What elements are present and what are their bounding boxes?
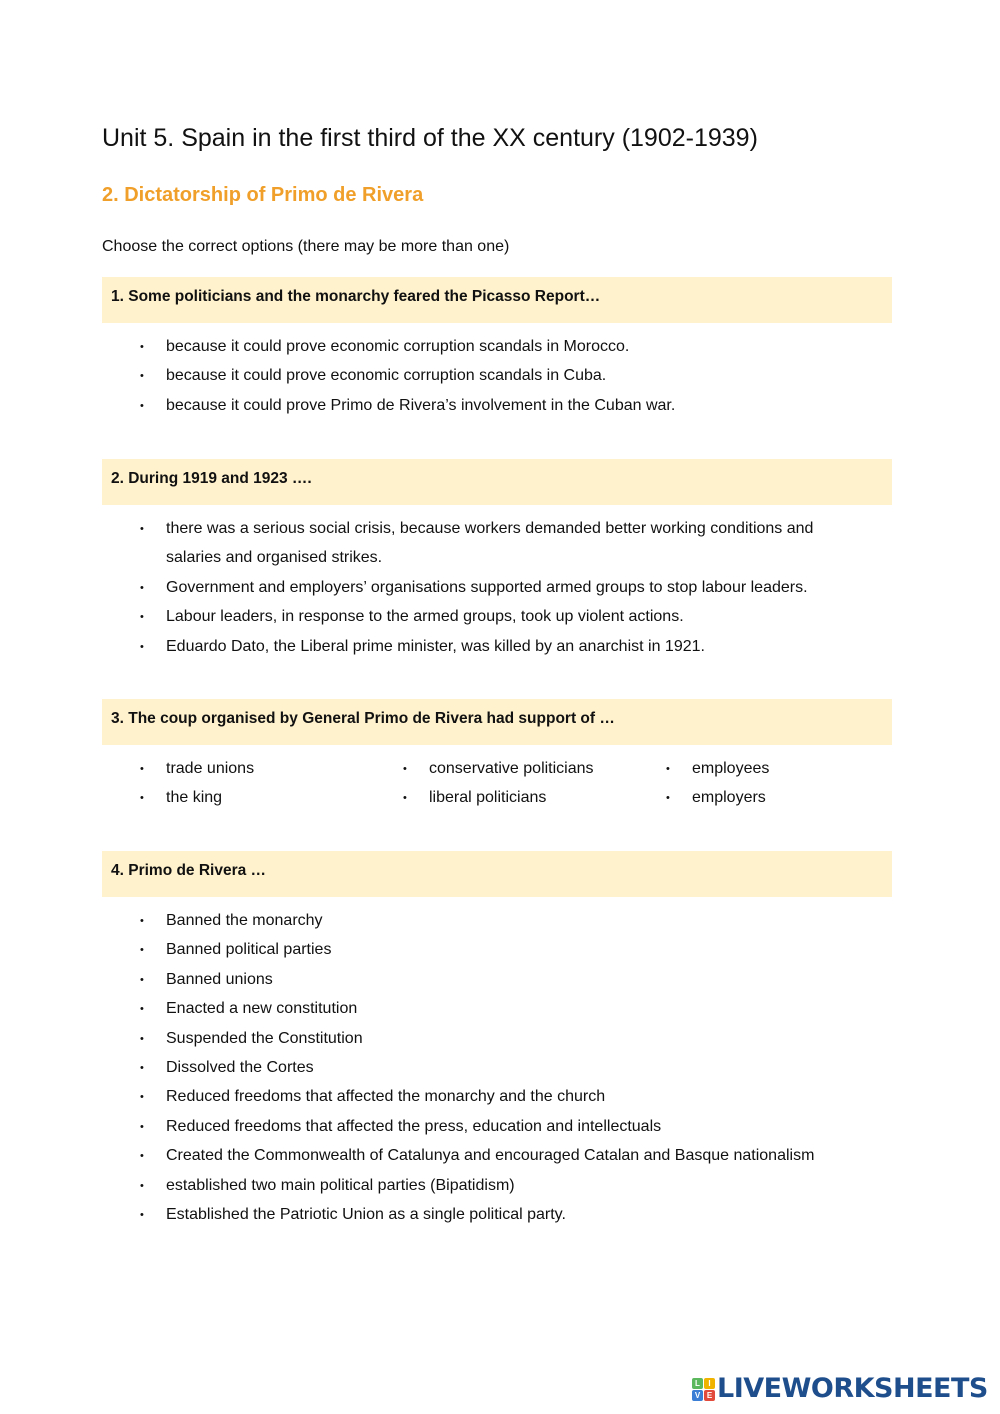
option[interactable] xyxy=(628,754,892,783)
option[interactable] xyxy=(102,906,892,935)
option-label: liberal politicians xyxy=(429,789,547,807)
logo-tile-v: V xyxy=(692,1390,703,1401)
options-column-2 xyxy=(365,754,628,813)
options-column-1 xyxy=(102,754,365,813)
question-4 xyxy=(102,851,892,1229)
question-2-prompt: 2. During 1919 and 1923 …. xyxy=(102,459,892,505)
option[interactable] xyxy=(102,1141,892,1170)
bullet-icon: • xyxy=(140,1003,144,1016)
liveworksheets-logo xyxy=(692,1374,988,1404)
bullet-icon: • xyxy=(140,399,144,412)
option[interactable] xyxy=(628,783,892,812)
logo-tile-l: L xyxy=(692,1378,703,1389)
option[interactable] xyxy=(102,965,892,994)
option[interactable] xyxy=(102,602,872,631)
option[interactable] xyxy=(102,783,365,812)
bullet-icon: • xyxy=(140,1179,144,1192)
option[interactable] xyxy=(102,632,872,661)
option-label: there was a serious social crisis, because workers demanded better working conditions and salaries and organised strikes. xyxy=(166,520,814,567)
option-label: because it could prove Primo de Rivera’s involvement in the Cuban war. xyxy=(166,396,676,414)
option[interactable] xyxy=(102,754,365,783)
option[interactable] xyxy=(102,1053,892,1082)
bullet-icon: • xyxy=(140,915,144,927)
option-label: Enacted a new constitution xyxy=(166,1000,358,1018)
question-2 xyxy=(102,459,892,661)
option-label: trade unions xyxy=(166,760,255,777)
bullet-icon: • xyxy=(140,523,144,535)
bullet-icon: • xyxy=(140,973,144,986)
bullet-icon: • xyxy=(140,341,144,353)
option[interactable] xyxy=(102,1171,892,1200)
option[interactable] xyxy=(102,391,892,420)
question-4-options xyxy=(102,897,892,1229)
question-2-options xyxy=(102,505,892,661)
option-label: established two main political parties (Bipatidism) xyxy=(166,1176,515,1194)
option-label: Reduced freedoms that affected the monarchy and the church xyxy=(166,1088,606,1106)
question-4-prompt: 4. Primo de Rivera … xyxy=(102,851,892,897)
option[interactable] xyxy=(365,783,628,812)
option-label: Reduced freedoms that affected the press, education and intellectuals xyxy=(166,1117,662,1135)
bullet-icon: • xyxy=(140,1062,144,1075)
option[interactable] xyxy=(102,514,872,573)
option-label: Banned unions xyxy=(166,970,273,988)
option-label: Eduardo Dato, the Liberal prime minister, was killed by an anarchist in 1921. xyxy=(166,637,705,655)
option[interactable] xyxy=(102,1200,892,1229)
bullet-icon: • xyxy=(140,640,144,653)
options-column-3 xyxy=(628,754,892,813)
section-title: 2. Dictatorship of Primo de Rivera xyxy=(102,184,424,206)
bullet-icon: • xyxy=(140,763,144,775)
bullet-icon: • xyxy=(140,1091,144,1104)
bullet-icon: • xyxy=(403,763,407,775)
bullet-icon: • xyxy=(140,1120,144,1133)
option[interactable] xyxy=(102,1112,892,1141)
question-1 xyxy=(102,277,892,420)
option-label: Labour leaders, in response to the armed groups, took up violent actions. xyxy=(166,608,684,626)
option[interactable] xyxy=(365,754,628,783)
option-label: employers xyxy=(692,789,766,807)
option-label: the king xyxy=(166,789,223,807)
bullet-icon: • xyxy=(666,763,670,775)
option-label: conservative politicians xyxy=(429,760,594,777)
option[interactable] xyxy=(102,994,892,1023)
option-label: Established the Patriotic Union as a single political party. xyxy=(166,1206,566,1224)
option-label: Banned the monarchy xyxy=(166,912,323,929)
logo-text: LIVEWORKSHEETS xyxy=(717,1373,988,1404)
logo-tile-e: E xyxy=(704,1390,715,1401)
bullet-icon: • xyxy=(140,611,144,624)
question-1-options xyxy=(102,323,892,420)
option[interactable] xyxy=(102,332,892,361)
instructions: Choose the correct options (there may be more than one) xyxy=(102,238,510,255)
option-label: employees xyxy=(692,760,770,777)
option[interactable] xyxy=(102,573,872,602)
option-label: Suspended the Constitution xyxy=(166,1029,363,1047)
logo-tile-i: I xyxy=(704,1378,715,1389)
bullet-icon: • xyxy=(140,1209,144,1222)
option-label: Created the Commonwealth of Catalunya and encouraged Catalan and Basque nationalism xyxy=(166,1147,815,1165)
option-label: because it could prove economic corruption scandals in Morocco. xyxy=(166,338,630,355)
option[interactable] xyxy=(102,1082,892,1111)
bullet-icon: • xyxy=(140,792,144,805)
bullet-icon: • xyxy=(666,792,670,805)
question-1-prompt: 1. Some politicians and the monarchy feared the Picasso Report… xyxy=(102,277,892,323)
question-3-prompt: 3. The coup organised by General Primo de Rivera had support of … xyxy=(102,699,892,745)
bullet-icon: • xyxy=(140,1032,144,1045)
logo-tiles-icon xyxy=(692,1378,715,1401)
bullet-icon: • xyxy=(140,944,144,957)
bullet-icon: • xyxy=(140,581,144,594)
option-label: Dissolved the Cortes xyxy=(166,1059,314,1077)
option-label: because it could prove economic corruption scandals in Cuba. xyxy=(166,367,607,385)
option[interactable] xyxy=(102,935,892,964)
question-3-options xyxy=(102,745,892,813)
bullet-icon: • xyxy=(140,370,144,383)
page-title: Unit 5. Spain in the first third of the XX century (1902-1939) xyxy=(102,124,758,152)
bullet-icon: • xyxy=(140,1150,144,1163)
bullet-icon: • xyxy=(403,792,407,805)
option-label: Government and employers’ organisations supported armed groups to stop labour leaders. xyxy=(166,578,808,596)
question-3 xyxy=(102,699,892,813)
option-label: Banned political parties xyxy=(166,941,332,959)
option[interactable] xyxy=(102,1024,892,1053)
option[interactable] xyxy=(102,361,892,390)
